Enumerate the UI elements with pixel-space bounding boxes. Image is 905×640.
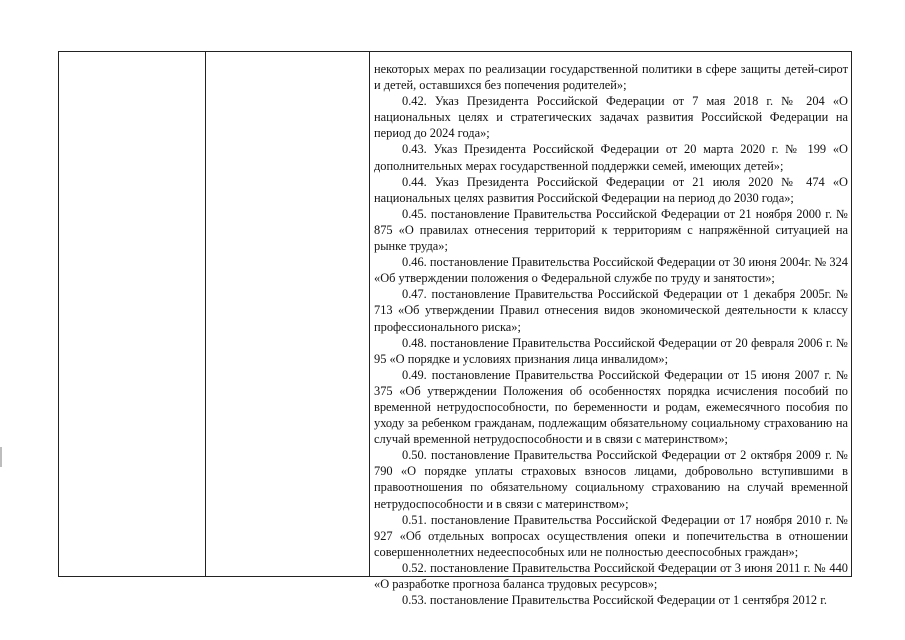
paragraph-0-50: 0.50. постановление Правительства Российской Федерации от 2 октября 2009 г. № 790 «О порядке уплаты страховых взносов лицами, добровольно вступившими в правоотношения по обязательному социальному страхованию на случай временной нетрудоспособности и в связи с материнством»; (374, 448, 848, 511)
paragraph-continuation: некоторых мерах по реализации государственной политики в сфере защиты детей-сирот и детей, оставшихся без попечения родителей»; (374, 62, 848, 93)
paragraph-0-44: 0.44. Указ Президента Российской Федерации от 21 июля 2020 № 474 «О национальных целях развития Российской Федерации на период до 2030 года»; (374, 174, 848, 205)
column-divider-2 (369, 52, 370, 576)
paragraph-0-49: 0.49. постановление Правительства Российской Федерации от 15 июня 2007 г. № 375 «Об утверждении Положения об особенностях порядка исчисления пособий по временной нетрудоспособности, по беременности и родам, ежемесячного пособия по уходу за ребенком гражданам, подлежащим обязательному социальному страхованию на случай временной нетрудоспособности и в связи с материнством»; (374, 367, 848, 447)
legal-acts-column (374, 61, 848, 608)
paragraph-0-48: 0.48. постановление Правительства Российской Федерации от 20 февраля 2006 г. № 95 «О порядке и условиях признания лица инвалидом»; (374, 335, 848, 366)
column-divider-1 (205, 52, 206, 576)
paragraph-0-53: 0.53. постановление Правительства Российской Федерации от 1 сентября 2012 г. (402, 593, 828, 608)
paragraph-0-46: 0.46. постановление Правительства Российской Федерации от 30 июня 2004г. № 324 «Об утверждении положения о Федеральной службе по труду и занятости»; (374, 255, 848, 286)
paragraph-0-51: 0.51. постановление Правительства Российской Федерации от 17 ноября 2010 г. № 927 «Об отдельных вопросах осуществления опеки и попечительства в отношении совершеннолетних недееспособных или не полностью дееспособных граждан»; (374, 512, 848, 559)
paragraph-0-52: 0.52. постановление Правительства Российской Федерации от 3 июня 2011 г. № 440 «О разработке прогноза баланса трудовых ресурсов»; (374, 560, 848, 591)
document-table (58, 51, 852, 608)
scan-edge-mark (0, 447, 2, 467)
paragraph-0-43: 0.43. Указ Президента Российской Федерации от 20 марта 2020 г. № 199 «О дополнительных мерах государственной поддержки семей, имеющих детей»; (374, 142, 848, 173)
paragraph-0-42: 0.42. Указ Президента Российской Федерации от 7 мая 2018 г. № 204 «О национальных целях и стратегических задачах развития Российской Федерации на период до 2024 года»; (374, 94, 848, 141)
paragraph-0-47: 0.47. постановление Правительства Российской Федерации от 1 декабря 2005г. № 713 «Об утверждении Правил отнесения видов экономической деятельности к классу профессионального риска»; (374, 287, 848, 334)
paragraph-0-45: 0.45. постановление Правительства Российской Федерации от 21 ноября 2000 г. № 875 «О правилах отнесения территорий к территориям с напряжённой ситуацией на рынке труда»; (374, 206, 848, 254)
